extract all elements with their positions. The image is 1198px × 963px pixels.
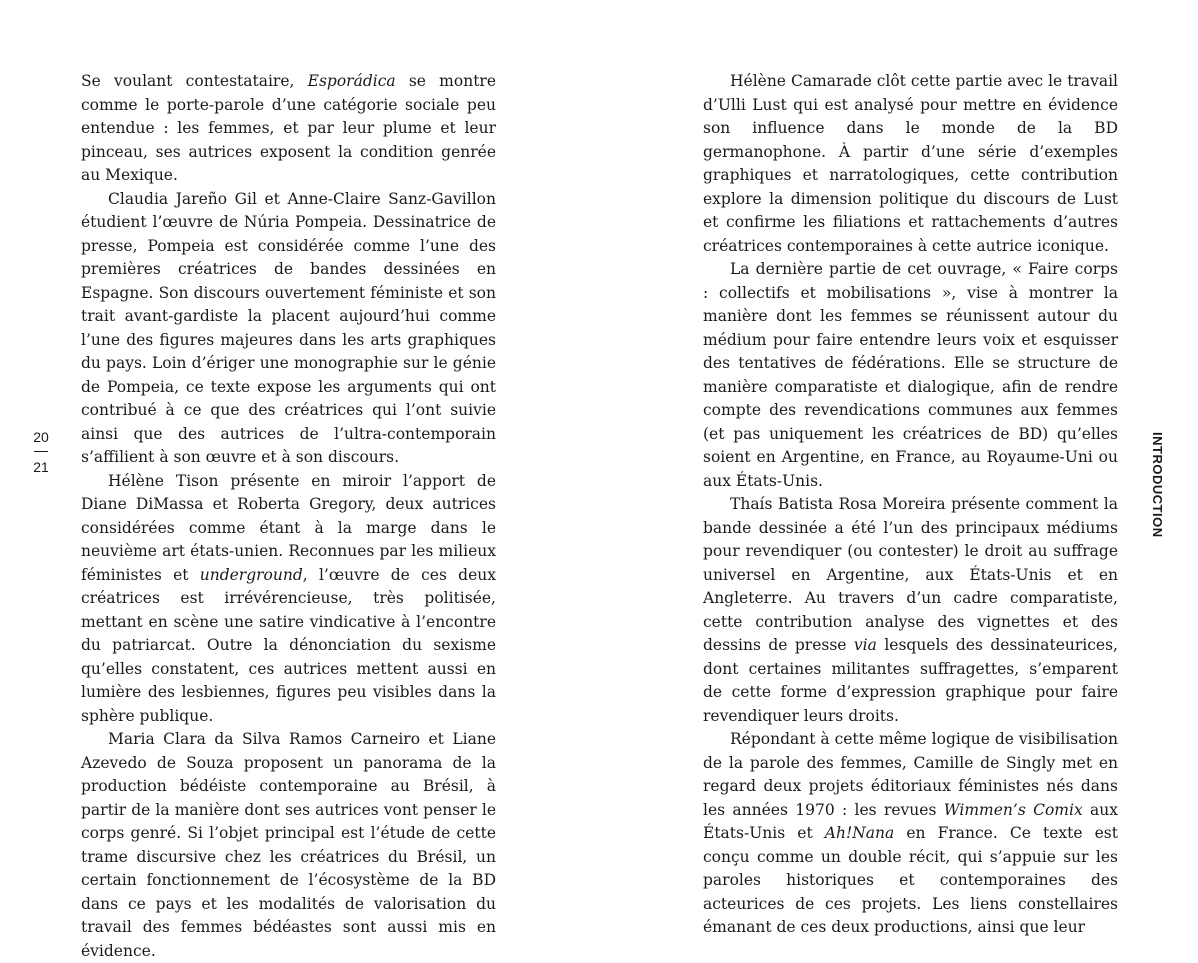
paragraph: Claudia Jareño Gil et Anne-Claire Sanz-Gavillon étudient l’œuvre de Núria Pompeia. Dessinatrice de presse, Pompeia est considérée comme l’une des premières créatrices de bandes dessinées en Espagne. Son discours ouvertement féministe et son trait avant-gardiste la placent aujourd’hui comme l’une des figures majeures dans les arts graphiques du pays. Loin d’ériger une monographie sur le génie de Pompeia, ce texte expose les arguments qui ont contribué à ce que des créatrices qui l’ont suivie ainsi que des autrices de l’ultra-contemporain s’affilient à son œuvre et à son discours.	[81, 189, 496, 466]
italic-title: Ah!Nana	[824, 824, 895, 842]
paragraph: Se voulant contestataire, Esporádica se montre comme le porte-parole d’une catégorie sociale peu entendue : les femmes, et par leur plume et leur pinceau, ses autrices exposent la condition genrée au Mexique.	[81, 72, 497, 184]
paragraph: Hélène Camarade clôt cette partie avec le travail d’Ulli Lust qui est analysé pour mettre en évidence son influence dans le monde de la BD germanophone. À partir d’une série d’exemples graphiques et narratologiques, cette contribution explore la dimension politique du discours de Lust et confirme les filiations et rattachements d’autres créatrices contemporaines à cette autrice iconique.	[703, 72, 1118, 255]
page-number-right: 21	[33, 459, 49, 475]
paragraph: Répondant à cette même logique de visibilisation de la parole des femmes, Camille de Singly met en regard deux projets éditoriaux féministes nés dans les années 1970 : les revues Wimmen’s Comix aux États-Unis et Ah!Nana en France. Ce texte est conçu comme un double récit, qui s’appuie sur les paroles historiques et contemporaines des acteurices de ces projets. Les liens constellaires émanant de ces deux productions, ainsi que leur	[703, 730, 1118, 936]
running-head: INTRODUCTION	[1150, 432, 1165, 538]
left-column	[81, 70, 496, 963]
italic-title: Esporádica	[307, 72, 396, 90]
right-column	[703, 70, 1118, 940]
paragraph: Hélène Tison présente en miroir l’apport de Diane DiMassa et Roberta Gregory, deux autrices considérées comme étant à la marge dans le neuvième art états-unien. Reconnues par les milieux féministes et underground, l’œuvre de ces deux créatrices est irrévérencieuse, très politisée, mettant en scène une satire vindicative à l’encontre du patriarcat. Outre la dénonciation du sexisme qu’elles constatent, ces autrices mettent aussi en lumière des lesbiennes, figures peu visibles dans la sphère publique.	[81, 471, 497, 725]
italic-term: via	[853, 636, 877, 654]
folio	[30, 428, 52, 476]
page-number-left: 20	[33, 429, 49, 445]
paragraph: Maria Clara da Silva Ramos Carneiro et Liane Azevedo de Souza proposent un panorama de la production bédéiste contemporaine au Brésil, à partir de la manière dont ses autrices vont penser le corps genré. Si l’objet principal est l’étude de cette trame discursive chez les créatrices du Brésil, un certain fonctionnement de l’écosystème de la BD dans ce pays et les modalités de valorisation du travail des femmes bédéastes sont aussi mis en évidence.	[81, 730, 496, 960]
italic-title: Wimmen’s Comix	[943, 800, 1083, 819]
italic-term: underground	[199, 565, 303, 584]
paragraph: La dernière partie de cet ouvrage, « Faire corps : collectifs et mobilisations », vise à montrer la manière dont les femmes se réunissent autour du médium pour faire entendre leurs voix et esquisser des tentatives de fédérations. Elle se structure de manière comparatiste et dialogique, afin de rendre compte des revendications communes aux femmes (et pas uniquement les créatrices de BD) qu’elles soient en Argentine, en France, au Royaume-Uni ou aux États-Unis.	[703, 260, 1118, 490]
folio-divider	[34, 451, 48, 452]
paragraph: Thaís Batista Rosa Moreira présente comment la bande dessinée a été l’un des principaux médiums pour revendiquer (ou contester) le droit au suffrage universel en Argentine, aux États-Unis et en Angleterre. Au travers d’un cadre comparatiste, cette contribution analyse des vignettes et des dessins de presse via lesquels des dessinateurices, dont certaines militantes suffragettes, s’emparent de cette forme d’expression graphique pour faire revendiquer leurs droits.	[703, 495, 1118, 725]
